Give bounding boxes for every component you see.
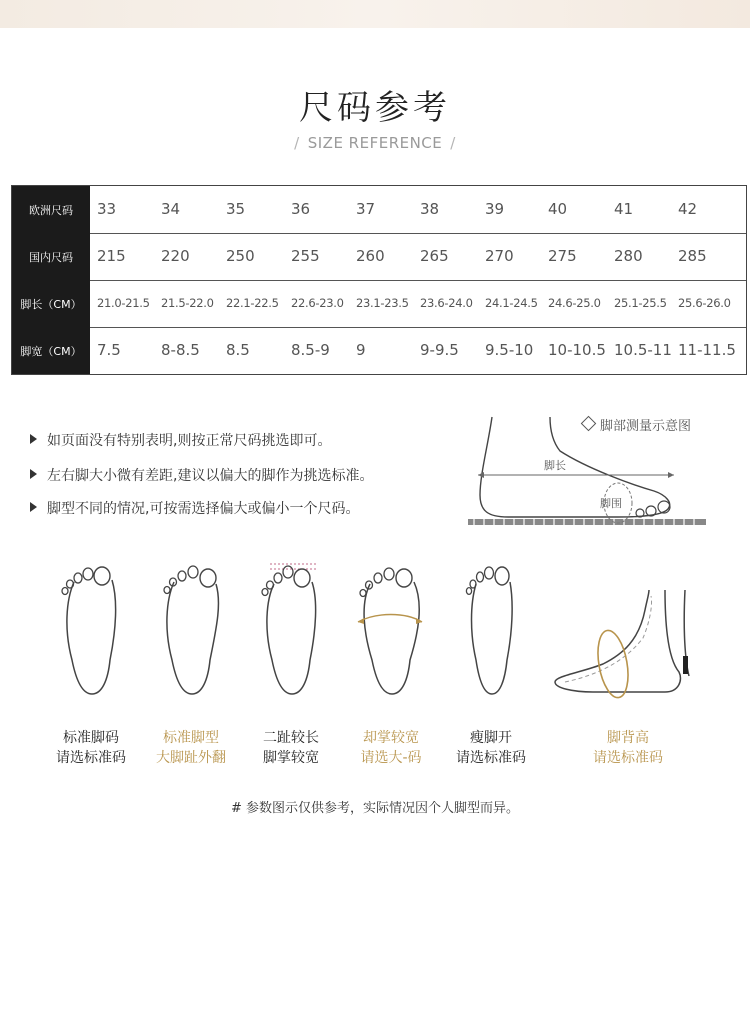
table-cell: 34: [161, 200, 181, 218]
table-cell: 22.1-22.5: [226, 296, 279, 310]
table-cell: 39: [485, 200, 505, 218]
note-text: 脚型不同的情况,可按需选择偏大或偏小一个尺码。: [47, 501, 360, 517]
caption-line1: 脚背高: [607, 730, 649, 746]
size-table: [11, 185, 747, 375]
length-label: 脚长: [544, 459, 566, 472]
table-cell: 255: [291, 247, 320, 265]
table-cell: 9.5-10: [485, 341, 534, 359]
girth-label: 脚围: [600, 497, 622, 510]
note-text: 左右脚大小微有差距,建议以偏大的脚作为挑选标准。: [47, 468, 374, 484]
table-cell: 41: [614, 200, 634, 218]
footnote: # 参数图示仅供参考，实际情况因个人脚型而异。: [230, 801, 520, 816]
foot-types: [0, 560, 750, 770]
table-cell: 38: [420, 200, 440, 218]
top-band: [0, 0, 750, 28]
row-divider: [90, 280, 746, 281]
row-divider: [90, 233, 746, 234]
foot-type-slim: [436, 560, 546, 766]
table-cell: 8-8.5: [161, 341, 200, 359]
caption-line2: 请选标准码: [456, 750, 526, 766]
note-item: [30, 498, 470, 518]
table-cell: 37: [356, 200, 376, 218]
table-cell: 40: [548, 200, 568, 218]
foot-type-high-instep: [553, 560, 703, 766]
table-cell: 220: [161, 247, 190, 265]
foot-standard-icon: [36, 560, 146, 700]
table-cell: 10-10.5: [548, 341, 606, 359]
triangle-bullet-icon: [30, 502, 37, 512]
row-header: 国内尺码: [12, 233, 90, 280]
foot-bunion-icon: [136, 560, 246, 700]
table-cell: 42: [678, 200, 698, 218]
table-cell: 21.5-22.0: [161, 296, 214, 310]
row-header: 欧洲尺码: [12, 186, 90, 233]
note-item: [30, 430, 470, 450]
table-cell: 35: [226, 200, 246, 218]
subtitle-text: SIZE REFERENCE: [307, 134, 443, 152]
table-cell: 21.0-21.5: [97, 296, 150, 310]
table-cell: 24.6-25.0: [548, 296, 601, 310]
caption-line2: 脚掌较宽: [263, 750, 319, 766]
caption-line1: 二趾较长: [263, 730, 319, 746]
table-cell: 265: [420, 247, 449, 265]
table-cell: 11-11.5: [678, 341, 736, 359]
foot-wide-icon: [336, 560, 446, 700]
table-cell: 250: [226, 247, 255, 265]
table-cell: 22.6-23.0: [291, 296, 344, 310]
foot-type-long-second-toe: [236, 560, 346, 766]
foot-type-standard: [36, 560, 146, 766]
row-header: 脚宽（CM）: [12, 327, 90, 374]
table-cell: 275: [548, 247, 577, 265]
size-table-row: [12, 327, 746, 374]
size-table-row: [12, 186, 746, 233]
table-cell: 9-9.5: [420, 341, 459, 359]
caption-line2: 请选标准码: [56, 750, 126, 766]
table-cell: 260: [356, 247, 385, 265]
note-text: 如页面没有特别表明,则按正常尺码挑选即可。: [47, 433, 332, 449]
table-cell: 24.1-24.5: [485, 296, 538, 310]
foot-long-toe-icon: [236, 560, 346, 700]
triangle-bullet-icon: [30, 434, 37, 444]
table-cell: 7.5: [97, 341, 121, 359]
caption-line1: 瘦脚开: [470, 730, 512, 746]
table-cell: 25.1-25.5: [614, 296, 667, 310]
table-cell: 215: [97, 247, 126, 265]
size-table-row: [12, 233, 746, 280]
foot-measure-illustration: [468, 415, 713, 535]
table-cell: 33: [97, 200, 117, 218]
table-cell: 8.5: [226, 341, 250, 359]
table-cell: 23.1-23.5: [356, 296, 409, 310]
table-cell: 10.5-11: [614, 341, 672, 359]
foot-caption: [421, 728, 561, 768]
note-item: [30, 465, 470, 485]
table-cell: 25.6-26.0: [678, 296, 731, 310]
foot-high-instep-icon: [553, 560, 703, 700]
measure-diagram-title-text: 脚部测量示意图: [600, 419, 692, 434]
size-table-row: [12, 280, 746, 327]
table-cell: 9: [356, 341, 366, 359]
caption-line2: 请选大-码: [360, 750, 422, 766]
caption-line1: 标准脚型: [163, 730, 219, 746]
foot-type-wide-forefoot: [336, 560, 446, 766]
table-cell: 23.6-24.0: [420, 296, 473, 310]
row-divider: [90, 327, 746, 328]
table-cell: 280: [614, 247, 643, 265]
row-header: 脚长（CM）: [12, 280, 90, 327]
caption-line2: 大脚趾外翻: [156, 750, 226, 766]
foot-caption: [558, 728, 698, 768]
table-cell: 285: [678, 247, 707, 265]
triangle-bullet-icon: [30, 469, 37, 479]
foot-slim-icon: [436, 560, 546, 700]
caption-line1: 标准脚码: [63, 730, 119, 746]
table-cell: 8.5-9: [291, 341, 330, 359]
page-title: 尺码参考: [299, 88, 451, 128]
table-cell: 36: [291, 200, 311, 218]
foot-type-bunion: [136, 560, 246, 766]
page-subtitle: / SIZE REFERENCE /: [294, 134, 456, 152]
caption-line2: 请选标准码: [593, 750, 663, 766]
table-cell: 270: [485, 247, 514, 265]
caption-line1: 却掌较宽: [363, 730, 419, 746]
